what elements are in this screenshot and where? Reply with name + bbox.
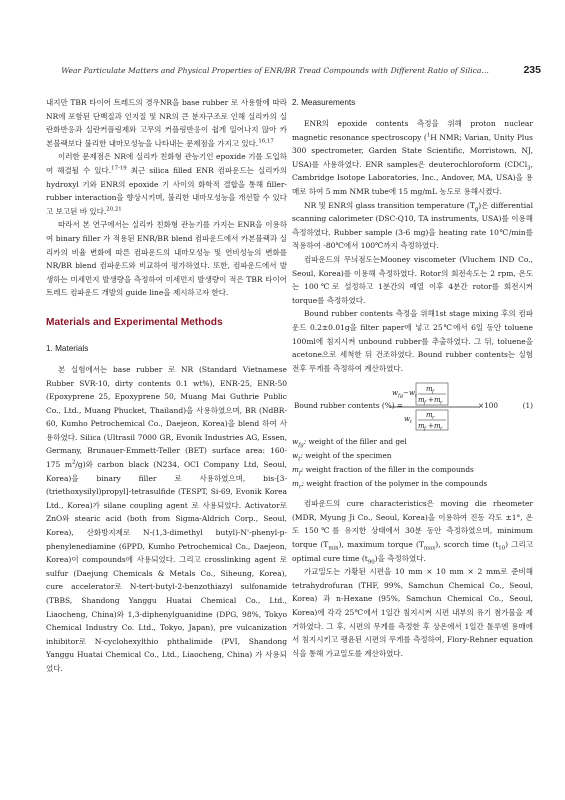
svg-text:+: + — [428, 422, 434, 431]
svg-text:r: r — [432, 415, 435, 422]
running-title: Wear Particulate Matters and Physical Properties of ENR/BR Tread Compounds with Different Ratio of Silica… — [61, 66, 489, 75]
subsection-heading-measurements: 2. Measurements — [292, 98, 356, 107]
svg-text:m: m — [434, 422, 441, 431]
paragraph-intro-2: 이러한 문제점은 NR에 실리카 친화형 관능기인 epoxide 기를 도입하여 해결될 수 있다.$^{17-19}$ 최근 silica filled ENR 컴파운드는 실리카의 hydroxyl 기와 ENR의 epoxide 기 사이의 화학적 결합을 통해 filler-rubber interaction을 향상시키며, 불리한 내마모성능을 개선할 수 있다고 보고된 바 있다.$^{20,21}$ — [46, 152, 287, 216]
paragraph-intro-3: 따라서 본 연구에서는 실리카 친화형 관능기를 가지는 ENR을 이용하여 binary filler 가 적용된 ENR/BR blend 컴파운드에서 카본블랙과 실리카의 비율 변화에 따른 컴파운드의 내마모성능 및 연비성능의 변화를 NR/BR blend 컴파운드와 비교하여 평가하였다. 또한, 컴파운드에서 발생하는 미세먼지 발생량을 측정하여 미세먼지 발생량이 적은 TBR 타이어 트레드 컴파운드 개발의 guide line을 제시하고자 한다. — [46, 220, 287, 298]
paragraph-materials: 본 실험에서는 base rubber 로 NR (Standard Vietnamese Rubber SVR-10, dirty contents 0.1 wt%), ENR-25, ENR-50 (Epoxyprene 25, Epoxyprene 50, Muang Mai Guthrie Public Co., Ltd., Muang Phucket, Thailand)을 사용하였으며, BR (NdBR-60, Kumho Petrochemical Co., Daejeon, Korea)을 blend 하여 사용하였다. Silica (Ultrasil 7000 GR, Evonik Industries AG, Essen, Germany, Brunauer-Emmett-Teller (BET) surface area: 160-175 $m^2/g$)와 carbon black (N234, OCI Company Ltd, Seoul, Korea)을 binary filler 로 사용하였으며, bis-[3-(triethoxysilyl)propyl]-tetrasulfide (TESPT, Si-69, Evonik Korea Ltd., Korea)가 silane coupling agent 로 사용되었다. Activator로 ZnO와 stearic acid (both from Sigma-Aldrich Corp., Seoul, Korea), 산화방지제로 N-(1,3-dimethyl butyl)-N'-phenyl-p-phenylenediamine (6PPD, Kumho Petrochemical Co., Daejeon, Korea)이 compounds에 사용되었다. 그리고 crosslinking agent 로 sulfur (Daejung Chemicals & Metals Co., Siheung, Korea), cure accelerator로 N-tert-butyl-2-benzothiazyl sulfonamide (TBBS, Shandong Yanggu Huatai Chemical Co., Ltd., Liaocheng, China)와 1,3-diphenylguanidine (DPG, 98%, Tokyo Chemical Industry Co. Ltd., Tokyo, Japan), pre vulcanization inhibitor로 N-cyclohexylthio phthalimide (PVI, Shandong Yanggu Huatai Chemical Co., Ltd., Liaocheng, China) 가 사용되었다. — [46, 364, 287, 673]
definition-wfg: $w_{fg}$: weight of the filler and gel — [292, 437, 407, 449]
definition-wt: $w_t$: weight of the specimen — [292, 451, 392, 463]
svg-text:w: w — [392, 389, 398, 398]
definition-mr: $m_r$: weight fraction of the polymer in the compounds — [292, 479, 488, 491]
svg-text:r: r — [440, 400, 443, 407]
svg-text:fg: fg — [398, 393, 404, 400]
svg-text:f: f — [432, 389, 434, 396]
variable-definitions — [292, 435, 533, 491]
svg-text:f: f — [424, 426, 426, 432]
equation-lhs: Bound rubber contents (%) = — [294, 401, 403, 411]
paragraph-nmr: ENR의 epoxide contents 측정을 위해 proton nuclear magnetic resonance spectroscopy ($^1$H NMR; Varian, Unity Plus 300 spectrometer, Garden State Scientific, Morristown, NJ, USA)를 사용하였다. ENR samples은 deuterochloroform (CDCl$_3$, Cambridge Isotope Laboratories, Inc., Andover, MA, USA)을 용매로 하여 5 mm NMR tube에 15 mg/mL 농도로 용해시켰다. — [292, 119, 533, 196]
subsection-heading-materials: 1. Materials — [46, 343, 89, 353]
svg-text:t: t — [415, 393, 418, 400]
paragraph-crosslink: 가교밀도는 가황된 시편을 10 mm × 10 mm × 2 mm로 준비해 tetrahydrofuran (THF, 99%, Samchun Chemical Co., Seoul, Korea) 과 n-Hexane (95%, Samchun Chemical Co., Seoul, Korea)에 각각 25℃에서 1일간 침지시켜 시편 내부의 유기 첨가물을 제거하였다. 그 후, 시편의 무게를 측정한 후 상온에서 1일간 톨루엔 용매에서 침지시키고 팽윤된 시편의 무게를 측정하여, Flory-Rehner equation 식을 통해 가교밀도를 계산하였다. — [292, 567, 533, 658]
equation-times-100: ×100 — [478, 401, 499, 411]
svg-text:+: + — [428, 396, 434, 405]
paragraph-intro-1: 내지만 TBR 타이어 트레드의 경우NR을 base rubber 로 사용함에 따라 NR에 포함된 단백질과 인지질 및 NR의 큰 분자구조로 인해 실리카의 실란화반응과 실란커플링제와 고무의 커플링반응이 쉽게 일어나지 않아 카본블랙보다 불리한 내마모성능을 나타내는 문제점을 가지고 있다.$^{16,17}$ — [46, 98, 287, 148]
running-header — [46, 66, 541, 80]
equation-bound-rubber — [292, 381, 533, 431]
definition-mf: $m_f$: weight fraction of the filler in the compounds — [292, 465, 474, 477]
paragraph-mooney: 컴파운드의 무늬점도는Mooney viscometer (Vluchem IND Co., Seoul, Korea)를 이용해 측정하였다. Rotor의 회전속도는 2 rpm, 온도는 100℃로 설정하고 1분간의 예열 이후 4분간 rotor를 회전시켜 torque를 측정하였다. — [292, 254, 533, 305]
page-number: 235 — [523, 64, 541, 76]
paragraph-cure: 컴파운드의 cure characteristics은 moving die rheometer (MDR, Myung Ji Co., Seoul, Korea)을 이용하여 진동 각도 ±1°, 온도 150℃를 유지한 상태에서 30분 동안 측정하였으며, minimum torque $(T_{min})$, maximum torque $(T_{max})$, scorch time $(t_{10})$ 그리고 optimal cure time $(t_{90})$을 측정하였다. — [292, 499, 534, 566]
section-heading-methods: Materials and Experimental Methods — [46, 316, 223, 328]
svg-text:m: m — [434, 396, 441, 405]
svg-text:m: m — [418, 422, 425, 431]
svg-text:r: r — [440, 426, 443, 432]
svg-text:m: m — [426, 411, 433, 420]
paragraph-bound-rubber: Bound rubber contents 측정을 위해1st stage mixing 후의 컴파운드 0.2±0.01g을 filter paper에 넣고 25℃에서 6일 동안 toluene 100ml에 침지시켜 unbound rubber를 추출하였다. 그 뒤, toluene을 acetone으로 세척한 뒤 건조하였다. Bound rubber contents는 실험 전후 무게를 측정하여 계산하였다. — [292, 309, 533, 373]
right-column — [292, 96, 533, 660]
svg-text:w: w — [404, 415, 410, 424]
equation-number: (1) — [522, 401, 533, 411]
svg-text:t: t — [410, 419, 413, 426]
paragraph-dsc: NR 및 ENR의 glass transition temperature $(T_g)$은 differential scanning calorimeter (DSC-Q10, TA instruments, USA)를 이용해 측정하였다. Rubber sample (3-6 mg)을 heating rate 10℃/min를 적용하여 -80℃에서 100℃까지 측정하였다. — [292, 200, 533, 251]
equation-fraction — [390, 381, 480, 431]
svg-text:m: m — [418, 396, 425, 405]
left-column — [46, 96, 287, 676]
svg-text:f: f — [424, 400, 426, 407]
svg-text:m: m — [426, 385, 433, 394]
svg-text:−: − — [403, 389, 409, 398]
svg-text:w: w — [409, 389, 415, 398]
